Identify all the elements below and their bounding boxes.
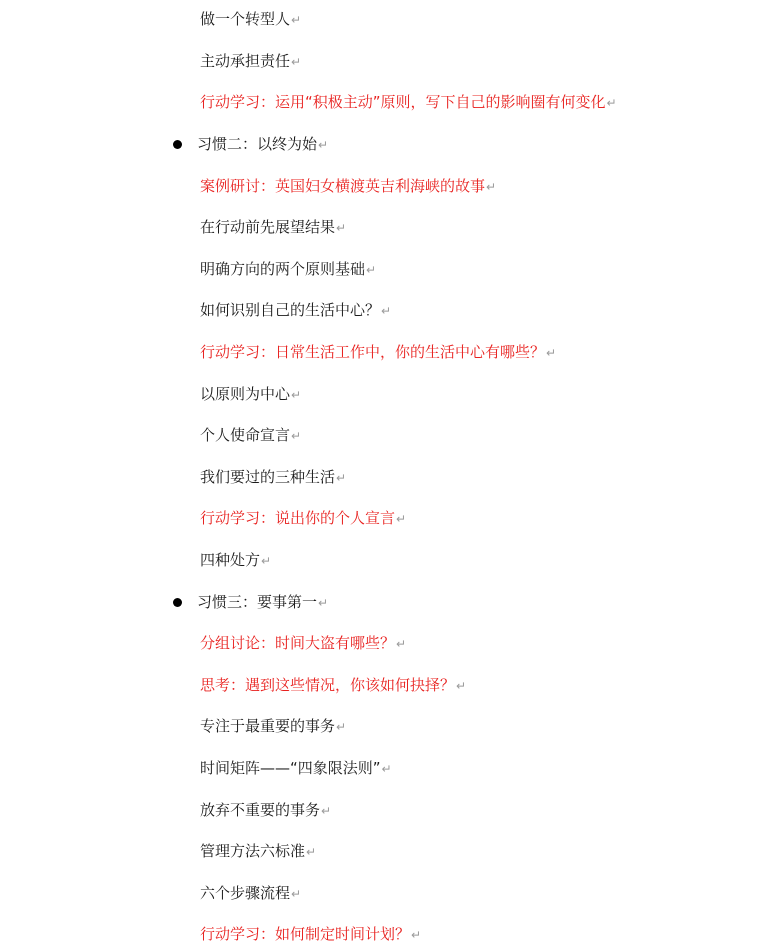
- line-text: 如何识别自己的生活中心？: [200, 301, 381, 319]
- paragraph-mark-icon: ↵: [261, 554, 272, 568]
- line-14: [200, 549, 271, 571]
- line-6: [200, 216, 346, 238]
- bullet-icon: [173, 140, 182, 149]
- paragraph-mark-icon: ↵: [411, 928, 422, 942]
- line-text: 主动承担责任: [200, 52, 291, 70]
- line-text: 行动学习：说出你的个人宣言: [200, 509, 396, 527]
- line-text: 时间矩阵——“四象限法则”: [200, 759, 381, 777]
- line-text: 分组讨论：时间大盗有哪些？: [200, 634, 396, 652]
- line-text: 案例研讨：英国妇女横渡英吉利海峡的故事: [200, 177, 486, 195]
- line-11: [200, 424, 301, 446]
- line-18: [200, 715, 346, 737]
- line-text: 个人使命宣言: [200, 426, 291, 444]
- paragraph-mark-icon: ↵: [336, 720, 347, 734]
- paragraph-mark-icon: ↵: [291, 388, 302, 402]
- line-5: [200, 175, 496, 197]
- line-text: 思考：遇到这些情况，你该如何抉择？: [200, 676, 456, 694]
- paragraph-mark-icon: ↵: [396, 512, 407, 526]
- paragraph-mark-icon: ↵: [306, 845, 317, 859]
- line-text: 在行动前先展望结果: [200, 218, 336, 236]
- bullet-heading-habit-3: [197, 591, 328, 613]
- line-8: [200, 299, 391, 321]
- line-text: 专注于最重要的事务: [200, 717, 336, 735]
- paragraph-mark-icon: ↵: [291, 887, 302, 901]
- paragraph-mark-icon: ↵: [291, 13, 302, 27]
- line-1: [200, 8, 301, 30]
- paragraph-mark-icon: ↵: [456, 679, 467, 693]
- line-22: [200, 882, 301, 904]
- line-text: 习惯二：以终为始: [197, 135, 318, 153]
- line-text: 放弃不重要的事务: [200, 801, 321, 819]
- line-20: [200, 799, 331, 821]
- line-text: 四种处方: [200, 551, 261, 569]
- line-17: [200, 674, 466, 696]
- paragraph-mark-icon: ↵: [321, 804, 332, 818]
- paragraph-mark-icon: ↵: [336, 221, 347, 235]
- paragraph-mark-icon: ↵: [381, 304, 392, 318]
- line-text: 行动学习：运用“积极主动”原则，写下自己的影响圈有何变化: [200, 93, 606, 111]
- line-21: [200, 840, 316, 862]
- line-text: 六个步骤流程: [200, 884, 291, 902]
- line-text: 以原则为中心: [200, 385, 291, 403]
- paragraph-mark-icon: ↵: [291, 429, 302, 443]
- bullet-heading-habit-2: [197, 133, 328, 155]
- line-text: 我们要过的三种生活: [200, 468, 336, 486]
- line-text: 明确方向的两个原则基础: [200, 260, 366, 278]
- line-text: 做一个转型人: [200, 10, 291, 28]
- line-text: 习惯三：要事第一: [197, 593, 318, 611]
- line-text: 行动学习：日常生活工作中，你的生活中心有哪些？: [200, 343, 546, 361]
- line-3: [200, 91, 617, 113]
- paragraph-mark-icon: ↵: [366, 263, 377, 277]
- paragraph-mark-icon: ↵: [318, 138, 329, 152]
- paragraph-mark-icon: ↵: [546, 346, 557, 360]
- paragraph-mark-icon: ↵: [381, 762, 392, 776]
- line-13: [200, 507, 406, 529]
- bullet-icon: [173, 598, 182, 607]
- line-10: [200, 383, 301, 405]
- line-12: [200, 466, 346, 488]
- line-23: [200, 923, 421, 945]
- line-2: [200, 50, 301, 72]
- line-19: [200, 757, 392, 779]
- paragraph-mark-icon: ↵: [336, 471, 347, 485]
- line-9: [200, 341, 556, 363]
- paragraph-mark-icon: ↵: [606, 96, 617, 110]
- line-7: [200, 258, 376, 280]
- paragraph-mark-icon: ↵: [396, 637, 407, 651]
- paragraph-mark-icon: ↵: [291, 55, 302, 69]
- line-text: 行动学习：如何制定时间计划？: [200, 925, 411, 943]
- line-text: 管理方法六标准: [200, 842, 306, 860]
- paragraph-mark-icon: ↵: [318, 596, 329, 610]
- paragraph-mark-icon: ↵: [486, 180, 497, 194]
- line-16: [200, 632, 406, 654]
